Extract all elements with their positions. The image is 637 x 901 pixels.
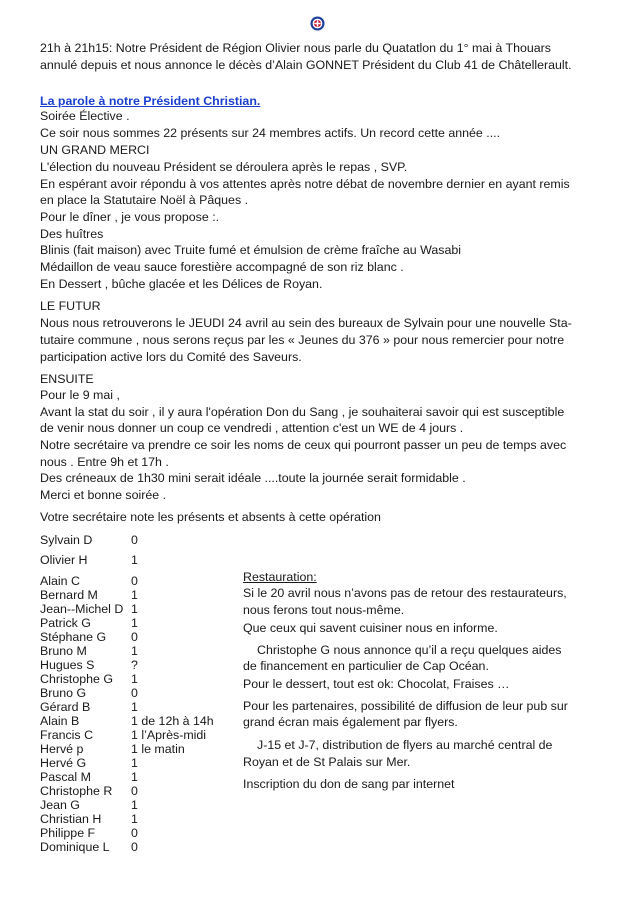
restauration-line: Que ceux qui savent cuisiner nous en informe.: [243, 621, 498, 635]
president-line: en place la Statutaire Noël à Pâques .: [40, 193, 249, 207]
president-line: Ce soir nous sommes 22 présents sur 24 membres actifs. Un record cette année ....: [40, 126, 501, 140]
restauration-line: de financement en particulier de Cap Océan.: [243, 659, 489, 673]
ensuite-line: de venir nous donner un coup ce vendredi , attention c'est un WE de 4 jours .: [40, 421, 464, 435]
restauration-line: nous ferons tout nous-même.: [243, 603, 405, 617]
president-line: Pour le dîner , je vous propose :.: [40, 210, 220, 224]
futur-line: Nous nous retrouverons le JEUDI 24 avril au sein des bureaux de Sylvain pour une nouvelle Sta-: [40, 316, 572, 330]
intro-line: annulé depuis et nous annonce le décès d’Alain GONNET Président du Club 41 de Châtellerault.: [40, 58, 572, 72]
futur-line: tutaire commune , nous serons reçus par les « Jeunes du 376 » pour nous remercier pour notre: [40, 333, 565, 347]
restauration-line: Si le 20 avril nous n’avons pas de retour des restaurateurs,: [243, 586, 567, 600]
futur-line: participation active lors du Comité des Saveurs.: [40, 350, 302, 364]
ensuite-line: Merci et bonne soirée .: [40, 488, 167, 502]
intro-line: 21h à 21h15: Notre Président de Région Olivier nous parle du Quatatlon du 1° mai à Thouars: [40, 41, 551, 55]
ensuite-line: Avant la stat du soir , il y aura l'opération Don du Sang , je souhaiterai savoir qui est susceptible: [40, 405, 565, 419]
president-line: L'élection du nouveau Président se déroulera après le repas , SVP.: [40, 160, 408, 174]
restauration-line: J-15 et J-7, distribution de flyers au marché central de: [257, 738, 553, 752]
ensuite-line: Des créneaux de 1h30 mini serait idéale ....toute la journée serait formidable .: [40, 471, 466, 485]
ensuite-line: nous . Entre 9h et 17h .: [40, 455, 169, 469]
club-emblem-icon: [310, 16, 325, 31]
restauration-line: grand écran mais également par flyers.: [243, 715, 458, 729]
restauration-line: Pour les partenaires, possibilité de diffusion de leur pub sur: [243, 699, 568, 713]
ensuite-line: Notre secrétaire va prendre ce soir les noms de ceux qui pourront passer un peu de temps avec: [40, 438, 567, 452]
president-heading-link[interactable]: La parole à notre Président Christian.: [40, 94, 261, 108]
ensuite-line: Pour le 9 mai ,: [40, 388, 120, 402]
secretary-note: Votre secrétaire note les présents et absents à cette opération: [40, 510, 381, 524]
president-line: Soirée Élective .: [40, 109, 130, 123]
president-line: Blinis (fait maison) avec Truite fumé et émulsion de crème fraîche au Wasabi: [40, 243, 461, 257]
president-line: En Dessert , bûche glacée et les Délices de Royan.: [40, 277, 323, 291]
president-line: Médaillon de veau sauce forestière accompagné de son riz blanc .: [40, 260, 404, 274]
president-line: En espérant avoir répondu à vos attentes après notre débat de novembre dernier en ayant remis: [40, 177, 570, 191]
restauration-line: Royan et de St Palais sur Mer.: [243, 755, 411, 769]
restauration-heading: Restauration:: [243, 570, 317, 584]
restauration-line: Christophe G nous annonce qu’il a reçu quelques aides: [257, 643, 562, 657]
restauration-line: Inscription du don de sang par internet: [243, 777, 455, 791]
futur-heading: LE FUTUR: [40, 299, 101, 313]
ensuite-heading: ENSUITE: [40, 372, 94, 386]
restauration-line: Pour le dessert, tout est ok: Chocolat, Fraises …: [243, 677, 510, 691]
president-line: Des huîtres: [40, 227, 104, 241]
president-line: UN GRAND MERCI: [40, 143, 150, 157]
